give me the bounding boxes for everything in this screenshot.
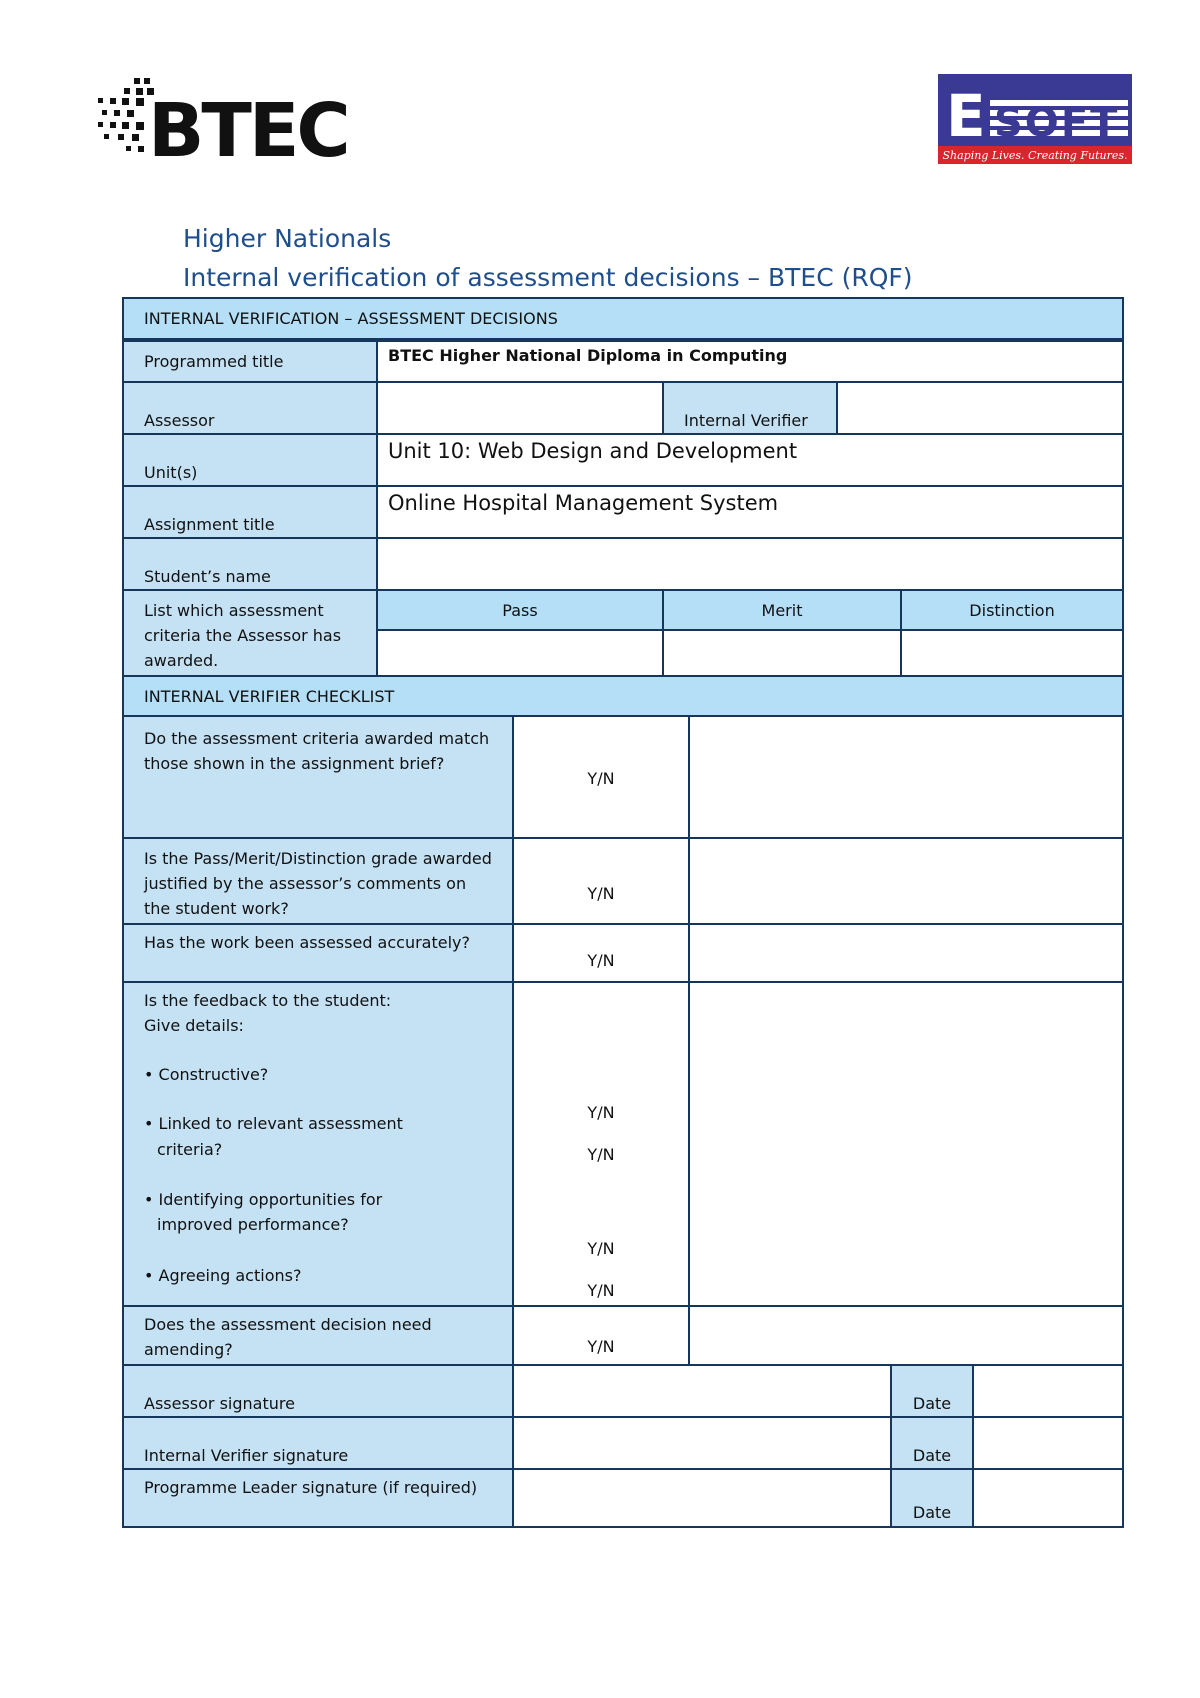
heading-higher-nationals: Higher Nationals [183,224,392,253]
leader-date-label [890,1468,974,1528]
q3-yn-field[interactable] [512,923,690,983]
grade-field-merit[interactable] [662,629,902,677]
q5-comment-field[interactable] [688,1305,1124,1366]
q4-intro1: Is the feedback to the student: [144,991,392,1010]
q5-text: Does the assessment decision need amending? [144,1315,432,1359]
btec-logo [96,76,356,166]
q3-text: Has the work been assessed accurately? [144,933,470,952]
q5-yn: Y/N [587,1337,615,1356]
grade-merit-text: Merit [761,600,803,620]
section-title: INTERNAL VERIFICATION – ASSESSMENT DECISIONS [144,309,558,328]
units-value: Unit 10: Web Design and Development [388,439,798,463]
assessor-date-text: Date [912,1394,952,1413]
checklist-title: INTERNAL VERIFIER CHECKLIST [144,686,395,706]
q5-label [122,1305,514,1366]
leader-signature-field[interactable] [512,1468,892,1528]
q1-label [122,715,514,839]
criteria-label [122,589,378,677]
programmed-title-label-text: Programmed title [144,352,284,371]
assessor-label-text: Assessor [144,411,215,430]
q2-comment-field[interactable] [688,837,1124,925]
heading-internal-verification: Internal verification of assessment decisions – BTEC (RQF) [183,263,913,292]
q1-text: Do the assessment criteria awarded match those shown in the assignment brief? [144,729,490,773]
q4-bullet-opportunities: • Identifying opportunities for [144,1190,383,1209]
verifier-date-label [890,1416,974,1470]
grade-field-distinction[interactable] [900,629,1124,677]
leader-date-field[interactable] [972,1468,1124,1528]
leader-signature-text: Programme Leader signature (if required) [144,1478,478,1497]
grade-field-pass[interactable] [376,629,664,677]
q2-yn: Y/N [587,884,615,903]
assessor-signature-field[interactable] [512,1364,892,1418]
grade-distinction-text: Distinction [969,600,1055,620]
programmed-title-label [122,340,378,383]
q4-comment-field[interactable] [688,981,1124,1307]
grade-header-merit [662,589,902,631]
student-name-field[interactable] [376,537,1124,591]
q4-bullet-linked-cont: criteria? [157,1140,223,1159]
q4-yn-2: Y/N [587,1145,615,1164]
q3-comment-field[interactable] [688,923,1124,983]
q4-yn-1: Y/N [587,1103,615,1122]
q1-yn: Y/N [587,769,615,788]
assignment-title-value: Online Hospital Management System [388,491,779,515]
svg-text:SOFT: SOFT [994,100,1120,146]
q4-yn-3: Y/N [587,1239,615,1258]
q4-bullet-constructive: • Constructive? [144,1065,269,1084]
verifier-signature-label [122,1416,514,1470]
verifier-date-text: Date [912,1446,952,1465]
btec-logo-text: BTEC [148,88,348,166]
assessor-label [122,381,378,435]
assignment-title-label [122,485,378,539]
q5-yn-field[interactable] [512,1305,690,1366]
q3-yn: Y/N [587,951,615,970]
q2-text: Is the Pass/Merit/Distinction grade awarded justified by the assessor’s comments on the student work? [144,849,492,918]
svg-text:E: E [946,82,986,150]
verifier-signature-field[interactable] [512,1416,892,1470]
q4-yn-field[interactable] [512,981,690,1307]
criteria-label-text: List which assessment criteria the Assessor has awarded. [144,601,342,670]
assignment-title-field[interactable] [376,485,1124,539]
grade-header-distinction [900,589,1124,631]
programmed-title-value: BTEC Higher National Diploma in Computing [388,346,788,365]
esoft-tagline: Shaping Lives. Creating Futures. [942,149,1128,162]
student-name-label-text: Student’s name [144,567,271,586]
internal-verifier-label-text: Internal Verifier [684,411,808,430]
assignment-title-label-text: Assignment title [144,515,275,534]
q4-bullet-agreeing: • Agreeing actions? [144,1266,302,1285]
q4-intro2: Give details: [144,1016,244,1035]
assessor-field[interactable] [376,381,664,435]
assessor-date-label [890,1364,974,1418]
verifier-date-field[interactable] [972,1416,1124,1470]
q2-label [122,837,514,925]
internal-verifier-label [662,381,838,435]
q4-yn-4: Y/N [587,1281,615,1300]
assessor-signature-text: Assessor signature [144,1394,295,1413]
leader-signature-label [122,1468,514,1528]
q4-label [122,981,514,1307]
assessor-signature-label [122,1364,514,1418]
student-name-label [122,537,378,591]
q3-label [122,923,514,983]
assessor-date-field[interactable] [972,1364,1124,1418]
leader-date-text: Date [912,1503,952,1522]
units-label [122,433,378,487]
grade-pass-text: Pass [502,600,538,620]
q4-bullet-linked: • Linked to relevant assessment [144,1114,403,1133]
internal-verifier-field[interactable] [836,381,1124,435]
q1-yn-field[interactable] [512,715,690,839]
esoft-logo [938,74,1132,164]
q1-comment-field[interactable] [688,715,1124,839]
units-field[interactable] [376,433,1124,487]
programmed-title-field[interactable] [376,340,1124,383]
q2-yn-field[interactable] [512,837,690,925]
grade-header-pass [376,589,664,631]
section-header-verifier-checklist [122,675,1124,717]
q4-bullet-opportunities-cont: improved performance? [157,1215,349,1234]
units-label-text: Unit(s) [144,463,198,482]
verifier-signature-text: Internal Verifier signature [144,1446,349,1465]
section-header-assessment-decisions [122,297,1124,340]
